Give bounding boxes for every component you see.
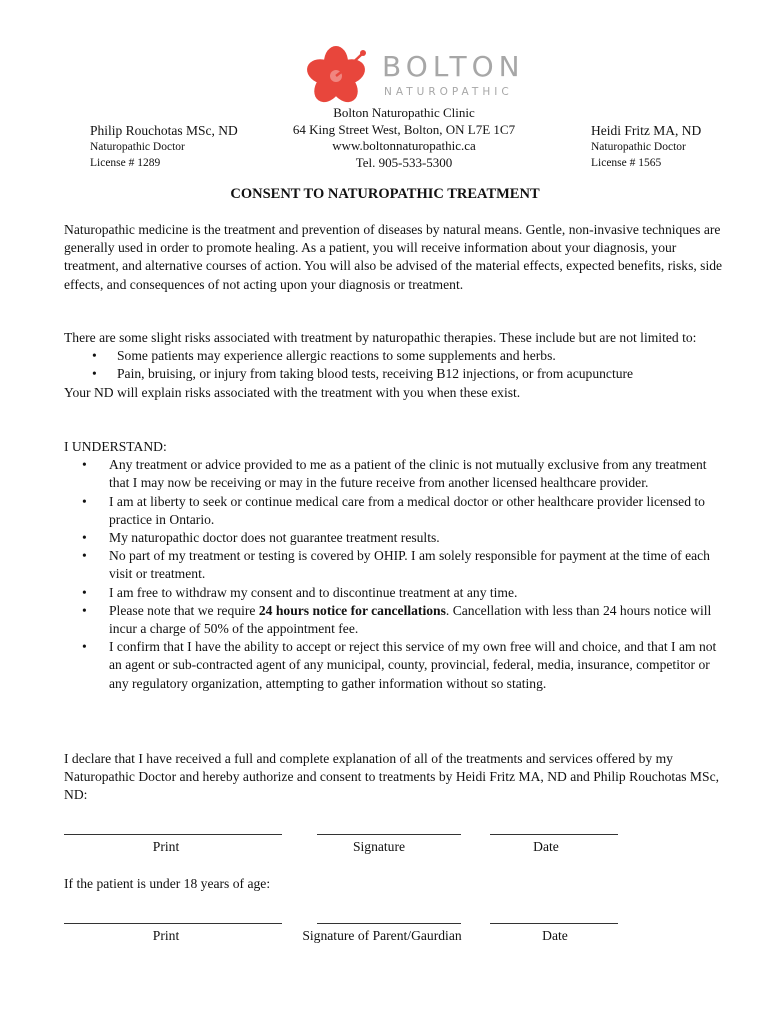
bullet: • [82, 548, 87, 564]
cancellation-item: • Please note that we require 24 hours notice for cancellations. Cancellation with less than 24 hours notice will incur a charge of 50% of the appointment fee. [64, 602, 724, 638]
clinic-logo [300, 46, 525, 106]
risks-intro: There are some slight risks associated with treatment by naturopathic therapies. These include but are not limited to: [64, 330, 697, 345]
understand-item: • I am at liberty to seek or continue medical care from a medical doctor or other healthcare provider licensed to practice in Ontario. [64, 493, 724, 529]
understand-section [64, 438, 724, 693]
guardian-signature-line[interactable] [317, 923, 461, 924]
document-title: CONSENT TO NATUROPATHIC TREATMENT [230, 186, 540, 202]
bullet: • [82, 493, 87, 509]
declaration-text: I declare that I have received a full and complete explanation of all of the treatments and services offered by my Naturopathic Doctor and hereby authorize and consent to treatments by Heidi Fritz MA, ND and Philip Rouchotas MSc, ND: [64, 751, 719, 803]
bullet: • [92, 348, 97, 364]
bullet: • [82, 602, 87, 618]
clinic-name: Bolton Naturopathic Clinic [333, 105, 475, 120]
declaration-paragraph [64, 750, 724, 805]
clinic-address: 64 King Street West, Bolton, ON L7E 1C7 [292, 121, 516, 137]
bullet: • [82, 530, 87, 546]
intro-paragraph [64, 221, 724, 294]
guardian-signature-label: Signature of Parent/Gaurdian [302, 928, 462, 943]
bullet: • [92, 366, 97, 382]
date-label: Date [533, 839, 559, 854]
understand-item: • My naturopathic doctor does not guarantee treatment results. [64, 529, 724, 547]
clinic-website: www.boltonnaturopathic.ca [332, 138, 476, 153]
risk-item: • Some patients may experience allergic reactions to some supplements and herbs. [64, 347, 724, 365]
risks-section [64, 329, 724, 402]
guardian-date-line[interactable] [490, 923, 618, 924]
guardian-print-line[interactable] [64, 923, 282, 924]
right-doctor-name: Heidi Fritz MA, ND [591, 123, 702, 138]
logo-wordmark: BOLTON [382, 50, 525, 83]
understand-item: • I am free to withdraw my consent and to discontinue treatment at any time. [64, 584, 724, 602]
left-doctor-name: Philip Rouchotas MSc, ND [90, 123, 238, 138]
guardian-date-label: Date [542, 928, 568, 943]
understand-item: • No part of my treatment or testing is covered by OHIP. I am solely responsible for payment at the time of each visit or treatment. [64, 547, 724, 583]
understand-item: • Any treatment or advice provided to me as a patient of the clinic is not mutually exclusive from any treatment that I may now be receiving or may in the future receive from another licensed healthcare provider. [64, 456, 724, 492]
signature-line[interactable] [317, 834, 461, 835]
signature-label: Signature [352, 839, 406, 854]
clinic-info-block [264, 105, 544, 171]
date-line[interactable] [490, 834, 618, 835]
logo-subtitle: NATUROPATHIC [384, 86, 513, 98]
guardian-print-label: Print [152, 928, 180, 943]
bullet: • [82, 457, 87, 473]
print-label: Print [152, 839, 180, 854]
right-doctor-title: Naturopathic Doctor [591, 141, 686, 153]
intro-text: Naturopathic medicine is the treatment and prevention of diseases by natural means. Gentle, non-invasive techniques are generally used in order to promote healing. As a patient, you will receive information about your diagnosis, your treatment, and alternative courses of action. You will also be advised of the material effects, expected benefits, risks, side effects, and consequences of not acting upon your diagnosis or treatment. [64, 222, 723, 292]
risks-outro: Your ND will explain risks associated with the treatment with you when these exist. [64, 384, 521, 400]
risk-item: • Pain, bruising, or injury from taking blood tests, receiving B12 injections, or from acupuncture [64, 365, 724, 383]
print-name-line[interactable] [64, 834, 282, 835]
left-doctor-title: Naturopathic Doctor [90, 141, 185, 153]
cancellation-notice-emphasis: 24 hours notice for cancellations [258, 602, 446, 618]
hibiscus-flower-icon [300, 46, 380, 106]
minor-note: If the patient is under 18 years of age: [64, 876, 271, 891]
understand-item: • I confirm that I have the ability to accept or reject this service of my own free will and choice, and that I am not an agent or sub-contracted agent of any municipal, county, provincial, federal, media, insurance, competitor or any regulatory organization, attempting to gather information without so stating. [64, 638, 724, 693]
left-doctor-block [90, 122, 238, 171]
bullet: • [82, 639, 87, 655]
clinic-phone: Tel. 905-533-5300 [355, 154, 453, 170]
understand-heading: I UNDERSTAND: [64, 439, 167, 454]
left-doctor-license: License # 1289 [90, 157, 161, 169]
right-doctor-license: License # 1565 [591, 157, 662, 169]
right-doctor-block [591, 122, 701, 171]
bullet: • [82, 584, 87, 600]
